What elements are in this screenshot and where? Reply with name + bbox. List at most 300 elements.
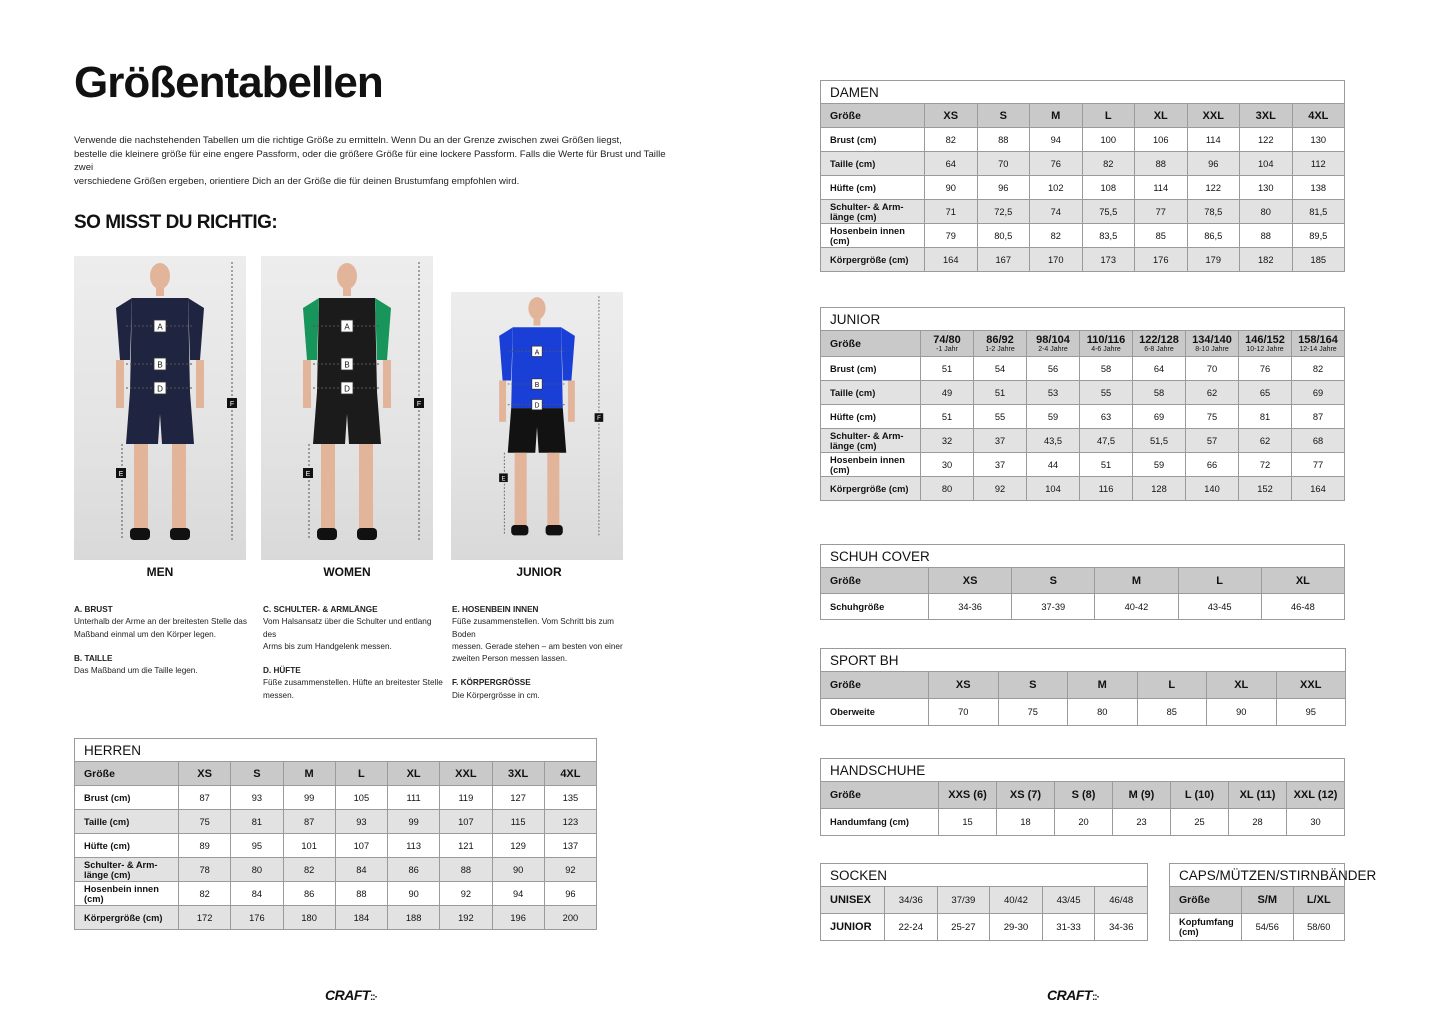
table-cell: 18	[997, 809, 1055, 836]
left-leg	[515, 453, 527, 527]
table-cell: 92	[440, 882, 492, 906]
table-row	[821, 248, 1345, 272]
right-leg	[547, 453, 559, 527]
row-label: Hosenbein innen (cm)	[75, 882, 179, 906]
table-row	[821, 224, 1345, 248]
desc-text: Die Körpergrösse in cm.	[452, 690, 540, 700]
right-shoe	[170, 528, 190, 540]
age-label: -1 Jahr	[936, 345, 958, 353]
table-title-row	[821, 759, 1345, 782]
size-label: 110/116	[1086, 333, 1126, 346]
desc-term: A. BRUST	[74, 605, 113, 614]
table-cell: 107	[335, 834, 387, 858]
age-label: 12-14 Jahre	[1299, 345, 1337, 353]
table-cell: 80	[1068, 699, 1138, 726]
marker-letter-f: F	[597, 416, 601, 423]
header-cell: S/M	[1242, 887, 1294, 914]
table-cell: 51	[921, 405, 974, 429]
table-cell: 94	[492, 882, 544, 906]
table-cell: 75	[1186, 405, 1239, 429]
right-sleeve	[375, 298, 391, 360]
table-cell: 115	[492, 810, 544, 834]
table-cell: 180	[283, 906, 335, 930]
table-cell: 185	[1292, 248, 1345, 272]
table-cell: 70	[929, 699, 999, 726]
table-cell: 111	[388, 786, 440, 810]
table-cell: 138	[1292, 176, 1345, 200]
figure-group	[499, 296, 603, 535]
marker-letter-f: F	[416, 401, 422, 408]
intro-line: bestelle die kleinere größe für eine engere Passform, oder die größere Größe für eine lockere Passform. Falls die Werte für Brust und Taille zwei	[74, 148, 666, 173]
header-cell: M	[1068, 672, 1138, 699]
table-cell: 152	[1239, 477, 1292, 501]
left-sleeve	[499, 327, 513, 380]
shorts	[508, 408, 566, 453]
table-cell: 122	[1187, 176, 1240, 200]
desc-term: F. KÖRPERGRÖSSE	[452, 678, 531, 688]
table-cell: 69	[1292, 381, 1345, 405]
table-cell: 127	[492, 786, 544, 810]
table-cell: 80	[921, 477, 974, 501]
table-cell: 77	[1292, 453, 1345, 477]
table-cell: 84	[231, 882, 283, 906]
marker-letter-b: B	[157, 360, 163, 370]
table-cell: 86	[283, 882, 335, 906]
desc-col-1	[74, 604, 254, 689]
table-cell: 37/39	[937, 887, 990, 914]
table-cell: 34/36	[885, 887, 938, 914]
right-sleeve	[561, 327, 575, 380]
table-row	[821, 809, 1345, 836]
table-row	[821, 429, 1345, 453]
table-cell: 90	[925, 176, 978, 200]
head	[528, 297, 545, 319]
table-cell: 40/42	[990, 887, 1043, 914]
table-title: HERREN	[75, 739, 597, 762]
table-cell: 51,5	[1133, 429, 1186, 453]
table-title: SPORT BH	[821, 649, 1346, 672]
table-cell: 79	[925, 224, 978, 248]
table-cell: 75	[179, 810, 231, 834]
table-cell: 54/56	[1242, 914, 1294, 941]
header-cell	[974, 331, 1027, 357]
table-cell: 30	[1287, 809, 1345, 836]
table-cell: 43-45	[1178, 594, 1261, 620]
header-cell: S	[977, 104, 1030, 128]
desc-text: Füße zusammenstellen. Hüfte an breitester Stelle messen.	[263, 678, 443, 700]
table-cell: 58	[1080, 357, 1133, 381]
table-cell: 64	[1133, 357, 1186, 381]
desc-term: B. TAILLE	[74, 653, 113, 663]
age-label: 8-10 Jahre	[1195, 345, 1229, 353]
header-cell: XS	[929, 568, 1012, 594]
header-cell: L/XL	[1293, 887, 1345, 914]
table-row	[821, 453, 1345, 477]
women-figure-svg	[261, 256, 433, 560]
table-row	[821, 381, 1345, 405]
table-cell: 170	[1030, 248, 1083, 272]
table-cell: 81,5	[1292, 200, 1345, 224]
table-cell: 77	[1135, 200, 1188, 224]
figure-group	[303, 262, 424, 540]
table-row	[75, 834, 597, 858]
shirt	[511, 327, 563, 408]
table-cell: 78,5	[1187, 200, 1240, 224]
table-cell: 88	[335, 882, 387, 906]
table-cell: 82	[283, 858, 335, 882]
table-cell: 88	[977, 128, 1030, 152]
table-cell: 86,5	[1187, 224, 1240, 248]
table-cell: 94	[1030, 128, 1083, 152]
table-row	[75, 882, 597, 906]
table-cell: 72,5	[977, 200, 1030, 224]
table-junior	[820, 307, 1345, 501]
desc-text: Vom Halsansatz über die Schulter und entlang des Arms bis zum Handgelenk messen.	[263, 617, 432, 651]
table-cell: 122	[1240, 128, 1293, 152]
intro-text	[74, 134, 684, 188]
figure-women	[261, 256, 433, 560]
left-shoe	[130, 528, 150, 540]
table-cell: 200	[544, 906, 596, 930]
table-cell: 92	[544, 858, 596, 882]
table-cell: 105	[335, 786, 387, 810]
table-cell: 58/60	[1293, 914, 1345, 941]
table-cell: 78	[179, 858, 231, 882]
table-cell: 179	[1187, 248, 1240, 272]
marker-letter-a: A	[534, 349, 540, 357]
header-cell: 3XL	[492, 762, 544, 786]
neck	[343, 286, 351, 296]
row-label: Kopfumfang (cm)	[1170, 914, 1242, 941]
age-label: 10-12 Jahre	[1246, 345, 1284, 353]
table-cell: 76	[1030, 152, 1083, 176]
table-title-row	[821, 864, 1148, 887]
shorts	[313, 392, 381, 444]
row-label: UNISEX	[821, 887, 885, 914]
header-cell: Größe	[821, 782, 939, 809]
table-cell: 129	[492, 834, 544, 858]
row-label: Hosenbein innen (cm)	[821, 224, 925, 248]
table-cell: 196	[492, 906, 544, 930]
header-cell: XXL	[440, 762, 492, 786]
header-cell: Größe	[75, 762, 179, 786]
head	[150, 263, 170, 289]
header-cell	[921, 331, 974, 357]
row-label: Körpergröße (cm)	[75, 906, 179, 930]
head	[337, 263, 357, 289]
header-cell: Größe	[821, 568, 929, 594]
table-cell: 99	[388, 810, 440, 834]
table-cell: 51	[974, 381, 1027, 405]
header-cell	[1133, 331, 1186, 357]
table-cell: 40-42	[1095, 594, 1178, 620]
left-sleeve	[303, 298, 319, 360]
header-cell: XS	[179, 762, 231, 786]
header-cell	[1292, 331, 1345, 357]
table-cell: 114	[1187, 128, 1240, 152]
table-cell: 71	[925, 200, 978, 224]
table-cell: 113	[388, 834, 440, 858]
table-cell: 62	[1186, 381, 1239, 405]
table-cell: 123	[544, 810, 596, 834]
header-cell: XS	[925, 104, 978, 128]
table-cell: 87	[283, 810, 335, 834]
table-cell: 100	[1082, 128, 1135, 152]
table-cell: 130	[1292, 128, 1345, 152]
table-cell: 43/45	[1042, 887, 1095, 914]
table-cell: 80,5	[977, 224, 1030, 248]
desc-col-3	[452, 604, 632, 714]
table-sport-bh	[820, 648, 1346, 726]
table-cell: 63	[1080, 405, 1133, 429]
marker-letter-d: D	[157, 384, 163, 394]
table-cell: 176	[231, 906, 283, 930]
left-leg	[321, 444, 335, 530]
table-cell: 164	[925, 248, 978, 272]
age-label: 6-8 Jahre	[1144, 345, 1174, 353]
table-cell: 92	[974, 477, 1027, 501]
caption-junior: JUNIOR	[516, 565, 562, 579]
header-cell: M (9)	[1113, 782, 1171, 809]
header-cell: XL	[1135, 104, 1188, 128]
table-cell: 66	[1186, 453, 1239, 477]
table-title-row	[1170, 864, 1345, 887]
row-label: Hüfte (cm)	[821, 176, 925, 200]
table-cell: 90	[1207, 699, 1277, 726]
table-cell: 86	[388, 858, 440, 882]
row-label: JUNIOR	[821, 914, 885, 941]
desc-col-2	[263, 604, 443, 714]
right-shoe	[357, 528, 377, 540]
table-cell: 22-24	[885, 914, 938, 941]
table-row	[821, 152, 1345, 176]
table-row	[821, 887, 1148, 914]
header-cell: S	[998, 672, 1068, 699]
table-cell: 37	[974, 453, 1027, 477]
table-cell: 51	[921, 357, 974, 381]
header-cell: 4XL	[1292, 104, 1345, 128]
table-cell: 49	[921, 381, 974, 405]
table-cell: 62	[1239, 429, 1292, 453]
table-cell: 81	[1239, 405, 1292, 429]
men-figure-svg	[74, 256, 246, 560]
marker-letter-d: D	[534, 402, 540, 410]
caption-women: WOMEN	[323, 565, 371, 579]
neck	[156, 286, 164, 296]
row-label: Hosenbein innen (cm)	[821, 453, 921, 477]
table-cell: 137	[544, 834, 596, 858]
row-label: Taille (cm)	[821, 381, 921, 405]
header-cell: M	[1030, 104, 1083, 128]
table-row	[821, 914, 1148, 941]
desc-term: C. SCHULTER- & ARMLÄNGE	[263, 605, 378, 614]
table-cell: 70	[977, 152, 1030, 176]
header-cell: Größe	[821, 104, 925, 128]
header-cell: XL	[1207, 672, 1277, 699]
size-label: 86/92	[986, 333, 1014, 346]
table-cell: 59	[1027, 405, 1080, 429]
table-cell: 89,5	[1292, 224, 1345, 248]
table-header-row	[1170, 887, 1345, 914]
header-cell: L (10)	[1171, 782, 1229, 809]
left-arm	[303, 360, 311, 408]
table-cell: 85	[1135, 224, 1188, 248]
left-arm	[499, 381, 506, 422]
table-header-row	[821, 782, 1345, 809]
table-cell: 104	[1027, 477, 1080, 501]
table-title-row	[821, 649, 1346, 672]
table-cell: 31-33	[1042, 914, 1095, 941]
table-caps	[1169, 863, 1377, 941]
table-row	[821, 357, 1345, 381]
table-herren	[74, 738, 597, 930]
table-title-row	[821, 308, 1345, 331]
row-label: Hüfte (cm)	[821, 405, 921, 429]
header-cell: S	[1012, 568, 1095, 594]
header-cell	[1186, 331, 1239, 357]
size-label: 74/80	[933, 333, 961, 346]
table-cell: 47,5	[1080, 429, 1133, 453]
table-row	[821, 128, 1345, 152]
table-cell: 32	[921, 429, 974, 453]
table-cell: 176	[1135, 248, 1188, 272]
table-cell: 96	[1187, 152, 1240, 176]
table-cell: 30	[921, 453, 974, 477]
table-cell: 90	[492, 858, 544, 882]
intro-line: verschiedene Größen ergeben, orientiere Dich an der Größe die für deinen Brustumfang empfohlen wird.	[74, 175, 520, 187]
table-cell: 135	[544, 786, 596, 810]
age-label: 2-4 Jahre	[1038, 345, 1068, 353]
marker-letter-b: B	[344, 360, 350, 370]
header-cell: Größe	[821, 331, 921, 357]
marker-letter-a: A	[157, 322, 163, 332]
marker-letter-e: E	[501, 476, 506, 483]
table-cell: 55	[974, 405, 1027, 429]
row-label: Schulter- & Arm-länge (cm)	[821, 429, 921, 453]
header-cell: XL	[388, 762, 440, 786]
table-cell: 88	[440, 858, 492, 882]
table-cell: 93	[231, 786, 283, 810]
table-row	[75, 906, 597, 930]
marker-letter-f: F	[229, 401, 235, 408]
table-title-row	[821, 81, 1345, 104]
measure-heading: SO MISST DU RICHTIG:	[74, 212, 278, 233]
table-row	[821, 405, 1345, 429]
table-cell: 101	[283, 834, 335, 858]
table-cell: 54	[974, 357, 1027, 381]
table-row	[75, 858, 597, 882]
age-label: 1-2 Jahre	[985, 345, 1015, 353]
table-cell: 25	[1171, 809, 1229, 836]
row-label: Taille (cm)	[821, 152, 925, 176]
header-cell: M	[1095, 568, 1178, 594]
table-cell: 84	[335, 858, 387, 882]
table-cell: 81	[231, 810, 283, 834]
table-cell: 75,5	[1082, 200, 1135, 224]
neck	[534, 317, 541, 326]
table-header-row	[75, 762, 597, 786]
table-cell: 99	[283, 786, 335, 810]
table-cell: 82	[1030, 224, 1083, 248]
table-cell: 43,5	[1027, 429, 1080, 453]
table-cell: 82	[1082, 152, 1135, 176]
table-cell: 87	[179, 786, 231, 810]
row-label: Körpergröße (cm)	[821, 248, 925, 272]
row-label: Handumfang (cm)	[821, 809, 939, 836]
marker-letter-b: B	[534, 382, 540, 390]
craft-logo: CRAFT::·	[325, 987, 377, 1003]
row-label: Brust (cm)	[821, 357, 921, 381]
table-cell: 64	[925, 152, 978, 176]
row-label: Hüfte (cm)	[75, 834, 179, 858]
table-cell: 88	[1240, 224, 1293, 248]
right-leg	[172, 444, 186, 530]
marker-letter-e: E	[118, 471, 124, 478]
right-arm	[568, 381, 575, 422]
header-cell: 4XL	[544, 762, 596, 786]
table-cell: 106	[1135, 128, 1188, 152]
table-cell: 20	[1055, 809, 1113, 836]
table-cell: 80	[1240, 200, 1293, 224]
table-header-row	[821, 104, 1345, 128]
header-cell: XXL	[1187, 104, 1240, 128]
right-arm	[196, 360, 204, 408]
table-cell: 80	[231, 858, 283, 882]
table-cell: 58	[1133, 381, 1186, 405]
table-cell: 70	[1186, 357, 1239, 381]
header-cell: S (8)	[1055, 782, 1113, 809]
table-cell: 93	[335, 810, 387, 834]
row-label: Brust (cm)	[821, 128, 925, 152]
intro-line: Verwende die nachstehenden Tabellen um die richtige Größe zu ermitteln. Wenn Du an der Grenze zwischen zwei Größen liegst,	[74, 135, 622, 146]
table-cell: 87	[1292, 405, 1345, 429]
table-header-row	[821, 672, 1346, 699]
marker-letter-d: D	[344, 384, 350, 394]
left-arm	[116, 360, 124, 408]
table-cell: 82	[925, 128, 978, 152]
marker-letter-e: E	[305, 471, 311, 478]
table-cell: 37	[974, 429, 1027, 453]
desc-term: D. HÜFTE	[263, 666, 301, 676]
table-cell: 130	[1240, 176, 1293, 200]
table-cell: 114	[1135, 176, 1188, 200]
age-label: 4-6 Jahre	[1091, 345, 1121, 353]
header-cell: L	[1137, 672, 1207, 699]
table-cell: 65	[1239, 381, 1292, 405]
header-cell: 3XL	[1240, 104, 1293, 128]
header-cell	[1027, 331, 1080, 357]
table-cell: 82	[179, 882, 231, 906]
table-cell: 28	[1229, 809, 1287, 836]
size-label: 134/140	[1192, 333, 1232, 346]
shirt	[130, 298, 190, 392]
right-arm	[383, 360, 391, 408]
table-cell: 23	[1113, 809, 1171, 836]
header-cell: L	[335, 762, 387, 786]
table-title-row	[75, 739, 597, 762]
row-label: Schuhgröße	[821, 594, 929, 620]
desc-text: Füße zusammenstellen. Vom Schritt bis zum Boden messen. Gerade stehen – am besten von einer zweiten Person messen lassen.	[452, 617, 623, 664]
left-sleeve	[116, 298, 132, 360]
table-cell: 74	[1030, 200, 1083, 224]
table-cell: 95	[231, 834, 283, 858]
table-cell: 56	[1027, 357, 1080, 381]
header-cell: L	[1082, 104, 1135, 128]
table-cell: 116	[1080, 477, 1133, 501]
table-cell: 82	[1292, 357, 1345, 381]
table-cell: 107	[440, 810, 492, 834]
table-cell: 96	[977, 176, 1030, 200]
